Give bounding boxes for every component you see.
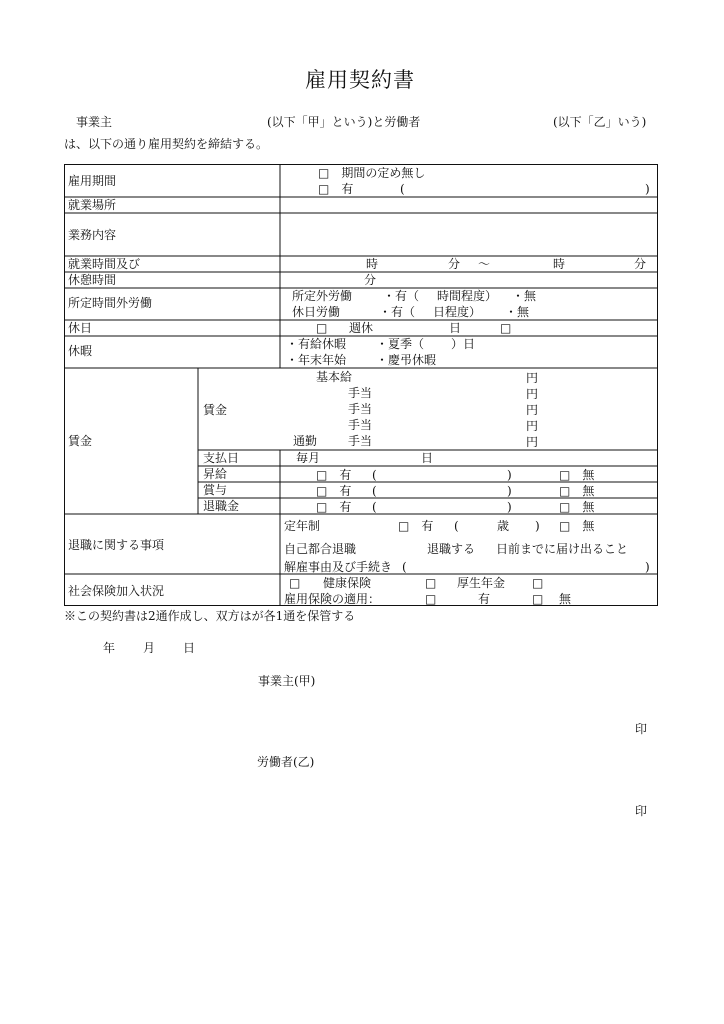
- hours-end-hour: 時: [553, 257, 566, 271]
- bonus-no-checkbox[interactable]: □ 無: [559, 484, 595, 498]
- overtime-l1c: 時間程度）: [437, 289, 498, 303]
- employment-insurance-no-checkbox[interactable]: □: [532, 592, 544, 606]
- retirement-age-close: ): [535, 519, 540, 533]
- insurance-other-checkbox[interactable]: □: [532, 576, 544, 590]
- intro-suffix: (以下「乙」いう): [553, 115, 647, 129]
- holiday-weekly: 週休: [349, 321, 374, 335]
- leave-newyear: ・年末年始: [286, 353, 347, 367]
- hours-tilde: 〜: [478, 257, 491, 271]
- label-wage: 賃金: [68, 434, 93, 448]
- leave-summer: ・夏季（: [376, 337, 425, 351]
- intro-line2: は、以下の通り雇用契約を締結する。: [64, 137, 269, 151]
- date-month: 月: [143, 641, 156, 655]
- label-duties: 業務内容: [68, 228, 117, 242]
- leave-paid: ・有給休暇: [286, 337, 347, 351]
- retirement-age-label: 定年制: [284, 519, 321, 533]
- label-workplace: 就業場所: [68, 198, 117, 212]
- overtime-l2d: ・無: [505, 305, 530, 319]
- payday-monthly: 毎月: [296, 451, 321, 465]
- label-holiday: 休日: [68, 321, 93, 335]
- label-overtime: 所定時間外労働: [68, 296, 153, 310]
- dismissal-open: (: [402, 560, 407, 574]
- retirement-age-unit: 歳: [497, 519, 510, 533]
- label-insurance: 社会保険加入状況: [68, 584, 165, 598]
- wage-commute: 通勤: [293, 434, 318, 448]
- raise-yes-checkbox[interactable]: □ 有: [316, 468, 352, 482]
- contract-note: ※この契約書は2通作成し、双方はが各1通を保管する: [64, 609, 356, 623]
- leave-bereavement: ・慶弔休暇: [376, 353, 437, 367]
- wage-base-unit: 円: [526, 371, 539, 385]
- retirement-age-yes-checkbox[interactable]: □ 有: [398, 519, 434, 533]
- retire-pay-open: (: [372, 500, 377, 514]
- retire-pay-yes-checkbox[interactable]: □ 有: [316, 500, 352, 514]
- holiday-checkbox-2[interactable]: □: [500, 321, 512, 335]
- wage-allowance-3: 手当: [348, 418, 373, 432]
- label-hours: 就業時間及び: [68, 257, 141, 271]
- health-insurance-checkbox[interactable]: □: [289, 576, 301, 590]
- wage-allowance-3-unit: 円: [526, 419, 539, 433]
- hours-end-min: 分: [634, 257, 647, 271]
- worker-seal: 印: [635, 804, 648, 818]
- wage-allowance-2: 手当: [348, 402, 373, 416]
- employer-seal: 印: [635, 722, 648, 736]
- label-raise: 昇給: [203, 467, 228, 481]
- label-period: 雇用期間: [68, 174, 117, 188]
- period-term-checkbox[interactable]: □ 有: [318, 182, 354, 196]
- employment-insurance-yes-checkbox[interactable]: □: [425, 592, 437, 606]
- wage-allowance-1-unit: 円: [526, 387, 539, 401]
- label-retire-pay: 退職金: [203, 499, 240, 513]
- self-resign-label: 自己都合退職: [284, 542, 357, 556]
- dismissal-close: ): [645, 560, 650, 574]
- employment-insurance-no: 無: [559, 592, 572, 606]
- retirement-age-no-checkbox[interactable]: □ 無: [559, 519, 595, 533]
- retirement-age-open: (: [454, 519, 459, 533]
- date-day: 日: [183, 641, 196, 655]
- overtime-l1b: ・有（: [383, 289, 420, 303]
- label-retirement: 退職に関する事項: [68, 538, 165, 552]
- wage-allowance-4-unit: 円: [526, 435, 539, 449]
- health-insurance-label: 健康保険: [323, 576, 372, 590]
- raise-no-checkbox[interactable]: □ 無: [559, 468, 595, 482]
- worker-signature-label: 労働者(乙): [257, 755, 315, 769]
- overtime-l2a: 休日労働: [292, 305, 341, 319]
- label-break: 休憩時間: [68, 273, 117, 287]
- page-title: 雇用契約書: [305, 68, 415, 92]
- dismissal-label: 解雇事由及び手続き: [284, 560, 393, 574]
- leave-summer-days: ）日: [451, 337, 476, 351]
- wage-allowance-2-unit: 円: [526, 403, 539, 417]
- employer-signature-label: 事業主(甲): [258, 674, 316, 688]
- raise-open: (: [372, 468, 377, 482]
- raise-close: ): [507, 468, 512, 482]
- label-wage-sub: 賃金: [203, 403, 228, 417]
- bonus-open: (: [372, 484, 377, 498]
- overtime-l2c: 日程度）: [433, 305, 482, 319]
- retire-pay-no-checkbox[interactable]: □ 無: [559, 500, 595, 514]
- break-min: 分: [364, 273, 377, 287]
- period-paren-open: (: [400, 182, 405, 196]
- intro-employer: 事業主: [76, 115, 113, 129]
- period-paren-close: ): [645, 182, 650, 196]
- label-payday: 支払日: [203, 451, 240, 465]
- holiday-checkbox-1[interactable]: □: [316, 321, 328, 335]
- overtime-l1a: 所定外労働: [292, 289, 353, 303]
- pension-label: 厚生年金: [457, 576, 506, 590]
- intro-middle: (以下「甲」という)と労働者: [267, 115, 421, 129]
- wage-allowance-4: 手当: [348, 434, 373, 448]
- overtime-l2b: ・有（: [379, 305, 416, 319]
- employment-insurance-yes: 有: [478, 592, 491, 606]
- hours-start-min: 分: [448, 257, 461, 271]
- bonus-close: ): [507, 484, 512, 498]
- wage-base: 基本給: [316, 370, 353, 384]
- period-no-term-checkbox[interactable]: □ 期間の定め無し: [318, 166, 426, 180]
- employment-insurance-label: 雇用保険の適用：: [284, 592, 381, 606]
- wage-allowance-1: 手当: [348, 386, 373, 400]
- self-resign-notice: 日前までに届け出ること: [496, 542, 629, 556]
- label-leave: 休暇: [68, 344, 93, 358]
- retire-pay-close: ): [507, 500, 512, 514]
- bonus-yes-checkbox[interactable]: □ 有: [316, 484, 352, 498]
- label-bonus: 賞与: [203, 483, 228, 497]
- payday-day: 日: [421, 451, 434, 465]
- self-resign-text: 退職する: [427, 542, 476, 556]
- holiday-days: 日: [449, 321, 462, 335]
- date-year: 年: [103, 641, 116, 655]
- hours-start-hour: 時: [366, 257, 379, 271]
- overtime-l1d: ・無: [512, 289, 537, 303]
- pension-checkbox[interactable]: □: [425, 576, 437, 590]
